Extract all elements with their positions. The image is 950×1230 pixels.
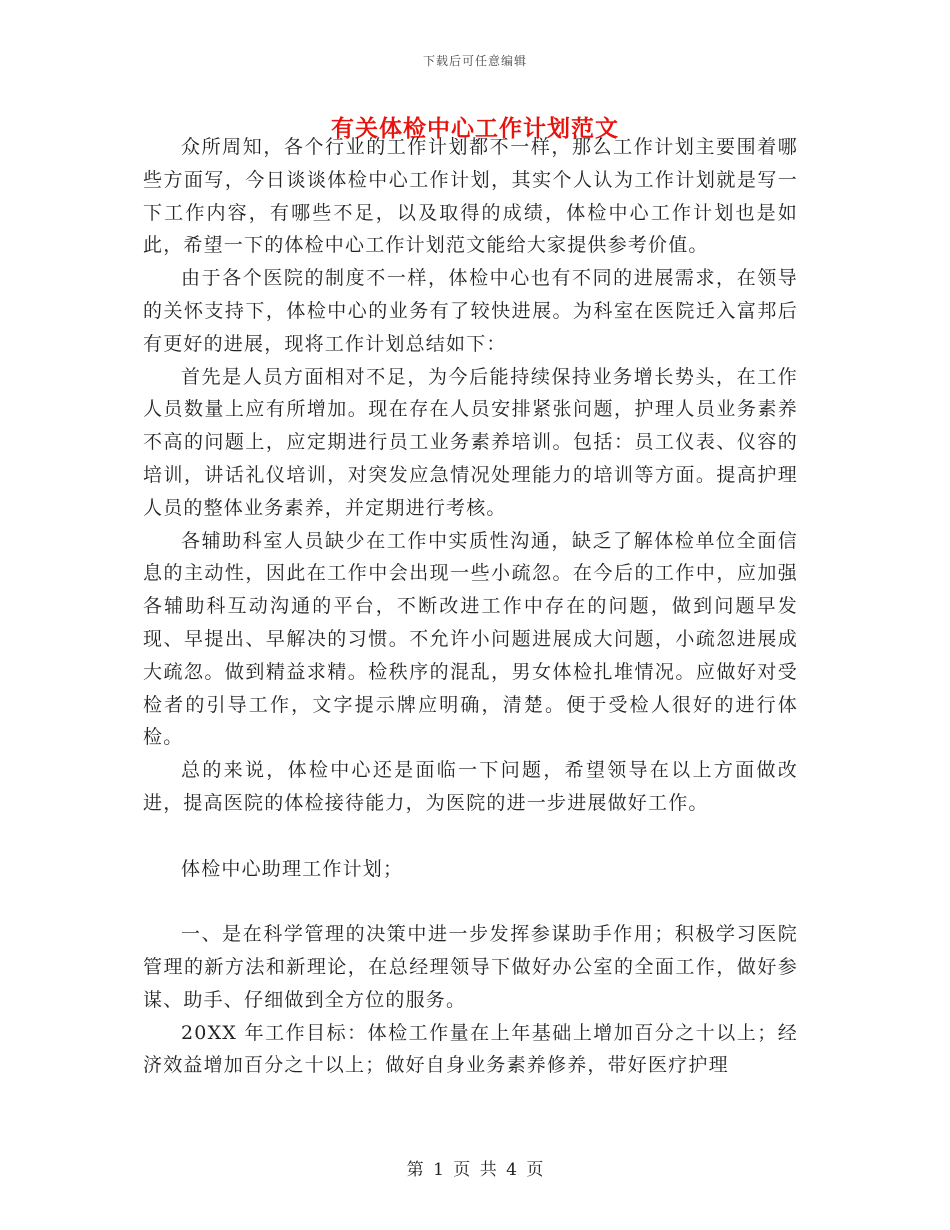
paragraph-summary: 总的来说，体检中心还是面临一下问题，希望领导在以上方面做改进，提高医院的体检接待能力，为医院的进一步进展做好工作。 [143, 759, 798, 814]
paragraph-intro: 众所周知，各个行业的工作计划都不一样，那么工作计划主要围着哪些方面写，今日谈谈体检中心工作计划，其实个人认为工作计划就是写一下工作内容，有哪些不足，以及取得的成绩，体检中心工作计划也是如此，希望一下的体检中心工作计划范文能给大家提供参考价值。 [143, 136, 798, 257]
page-number-footer: 第 1 页 共 4 页 [406, 1160, 544, 1180]
paragraph-staffing: 首先是人员方面相对不足，为今后能持续保持业务增长势头，在工作人员数量上应有所增加。现在存在人员安排紧张问题，护理人员业务素养不高的问题上，应定期进行员工业务素养培训。包括：员工仪表、仪容的培训，讲话礼仪培训，对突发应急情况处理能力的培训等方面。提高护理人员的整体业务素养，并定期进行考核。 [143, 365, 798, 519]
paragraph-communication: 各辅助科室人员缺少在工作中实质性沟通，缺乏了解体检单位全面信息的主动性，因此在工作中会出现一些小疏忽。在今后的工作中，应加强各辅助科互动沟通的平台，不断改进工作中存在的问题，做到问题早发现、早提出、早解决的习惯。不允许小问题进展成大问题，小疏忽进展成大疏忽。做到精益求精。检秩序的混乱，男女体检扎堆情况。应做好对受检者的引导工作，文字提示牌应明确，清楚。便于受检人很好的进行体检。 [143, 529, 798, 749]
paragraph-point-one: 一、是在科学管理的决策中进一步发挥参谋助手作用；积极学习医院管理的新方法和新理论，在总经理领导下做好办公室的全面工作，做好参谋、助手、仔细做到全方位的服务。 [143, 923, 798, 1011]
section-heading-assistant-plan: 体检中心助理工作计划； [181, 857, 404, 880]
document-title: 有关体检中心工作计划范文 [331, 115, 619, 142]
paragraph-annual-goal: 20XX 年工作目标：体检工作量在上年基础上增加百分之十以上；经济效益增加百分之十以上；做好自身业务素养修养，带好医疗护理 [143, 1021, 798, 1077]
document-body [143, 131, 798, 1082]
header-note: 下载后可任意编辑 [422, 54, 527, 68]
paragraph-background: 由于各个医院的制度不一样，体检中心也有不同的进展需求，在领导的关怀支持下，体检中心的业务有了较快进展。为科室在医院迁入富邦后有更好的进展，现将工作计划总结如下： [143, 267, 798, 355]
